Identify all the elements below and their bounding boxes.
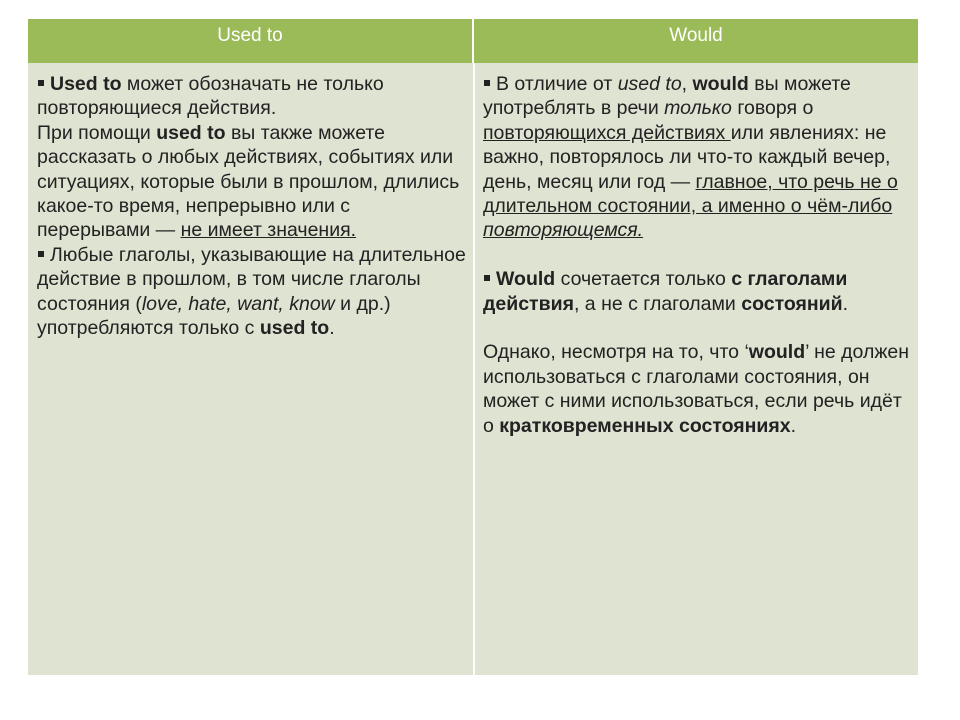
term-would: would <box>748 341 806 364</box>
italic-term: только <box>664 97 732 120</box>
text: , а не с глаголами <box>573 292 742 315</box>
text: вы можете употреблять в речи <box>483 73 851 120</box>
text: . <box>790 414 797 437</box>
would-paragraph-3 <box>483 340 913 438</box>
text: При помощи <box>37 121 157 144</box>
bold-text: с глаголами действия <box>483 268 848 315</box>
underlined-text: главное, что речь не о длительном состоянии, а именно о чём-либо <box>483 170 898 218</box>
italic-term: used to <box>617 73 682 95</box>
bold-text: состояний <box>741 292 843 315</box>
text: и др.) употребляются только с <box>37 292 391 340</box>
would-paragraph-2 <box>483 267 913 316</box>
bullet-icon <box>484 80 490 86</box>
term-used-to: used to <box>259 317 330 340</box>
underlined-text: повторяющихся действиях <box>483 121 731 144</box>
term-would: Would <box>496 268 556 291</box>
text: ’ не должен использоваться с глаголами состояния, он может с ними использоваться, если речь идёт о <box>483 341 909 437</box>
used-to-paragraph-1 <box>37 72 467 121</box>
header-used-to: Used to <box>28 19 474 63</box>
term-used-to: used to <box>156 121 226 144</box>
used-to-column <box>37 72 467 340</box>
bullet-icon <box>484 275 490 281</box>
text: Однако, несмотря на то, что ‘ <box>483 341 749 364</box>
text: . <box>329 317 335 340</box>
would-paragraph-1 <box>483 72 913 243</box>
bold-text: кратковременных состояниях <box>499 414 791 437</box>
text: сочетается только <box>555 268 732 291</box>
text: Любые глаголы, указывающие на длительное действие в прошлом, в том числе глаголы состояния ( <box>37 243 466 315</box>
used-to-paragraph-2 <box>37 121 467 243</box>
bullet-icon <box>38 80 44 86</box>
term-used-to: Used to <box>50 73 122 95</box>
italic-examples: love, hate, want, know <box>141 292 335 315</box>
bullet-icon <box>38 251 44 257</box>
table-header <box>28 19 918 63</box>
would-column <box>483 72 913 438</box>
text: , <box>681 73 693 95</box>
text: В отличие от <box>496 73 618 95</box>
text: . <box>842 292 849 315</box>
text: говоря о <box>731 97 814 120</box>
underlined-italic-text: повторяющемся. <box>483 219 644 242</box>
text: может обозначать не только повторяющиеся действия. <box>37 73 384 120</box>
text: вы также можете рассказать о любых действиях, событиях или ситуациях, которые были в прошлом, длились какое-то время, непрерывно или с перерывами — <box>37 121 460 242</box>
term-would: would <box>692 73 749 95</box>
text: или явлениях: не важно, повторялось ли что-то каждый вечер, день, месяц или год — <box>483 121 891 193</box>
underlined-text: не имеет значения. <box>180 219 357 242</box>
header-would: Would <box>669 25 723 46</box>
used-to-paragraph-3 <box>37 243 467 341</box>
comparison-table <box>28 19 918 675</box>
column-divider <box>473 63 475 675</box>
